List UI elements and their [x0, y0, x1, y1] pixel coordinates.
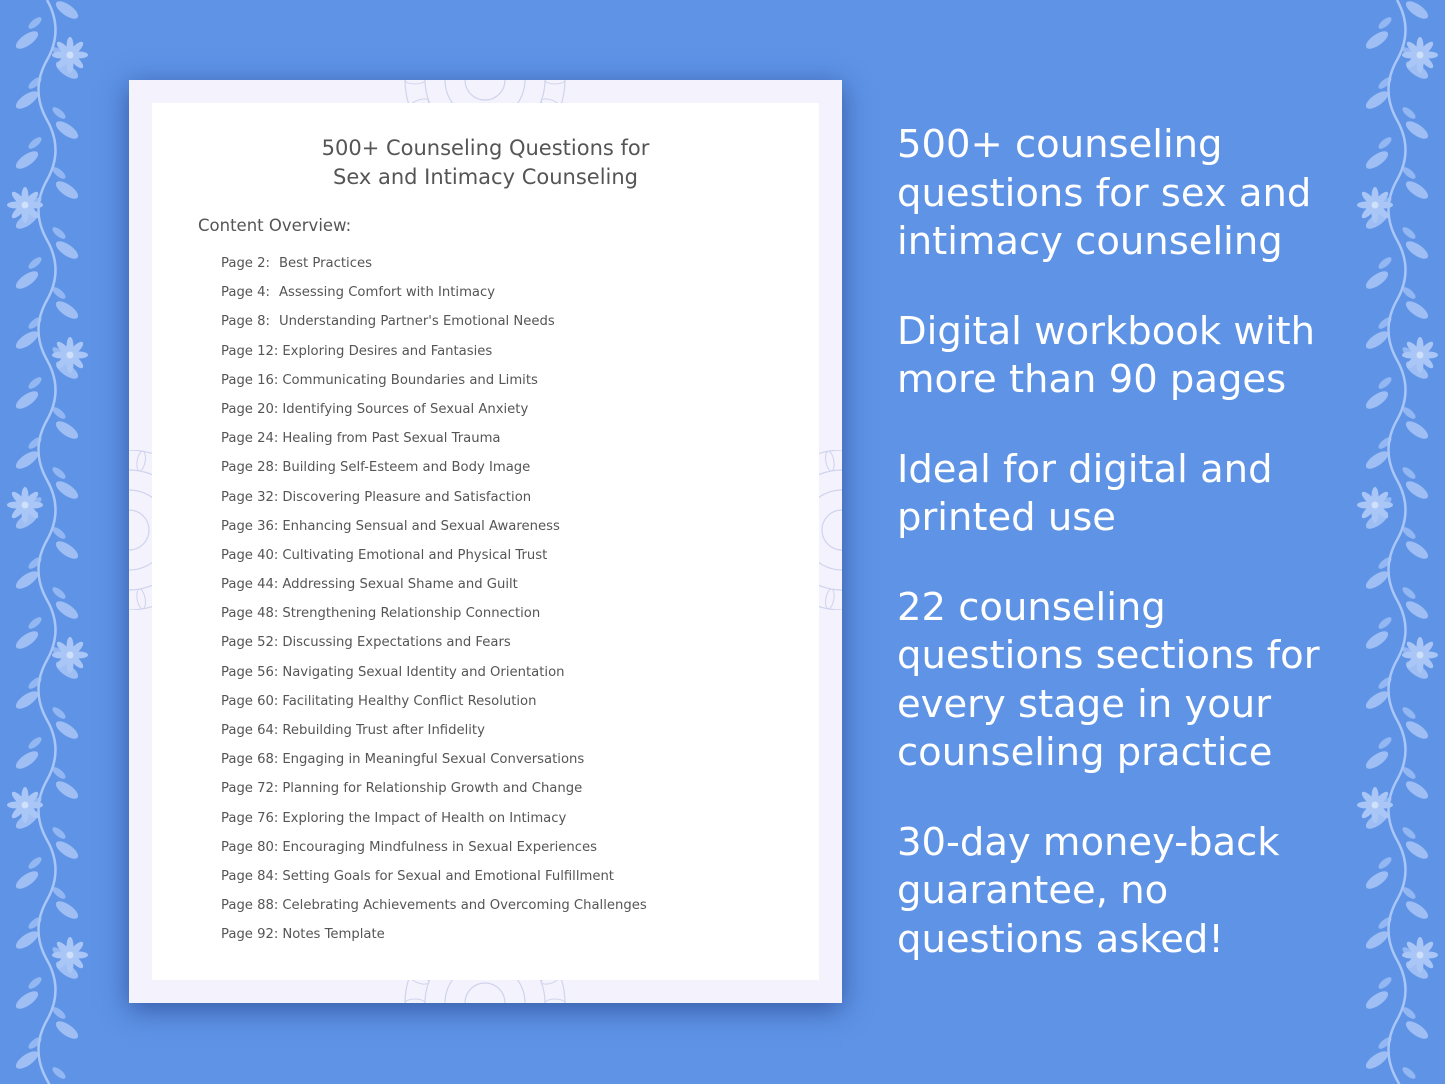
toc-section-title: Healing from Past Sexual Trauma [282, 431, 501, 447]
toc-entry [221, 341, 647, 370]
toc-section-title: Best Practices [279, 256, 372, 271]
workbook-page-preview [129, 80, 842, 1003]
toc-entry [221, 282, 647, 311]
table-of-contents [221, 253, 647, 954]
feature-line: intimacy counseling [897, 219, 1283, 264]
toc-page-number: Page 8: [221, 314, 270, 330]
toc-page-number: Page 20: [221, 401, 279, 417]
toc-section-title: Discovering Pleasure and Satisfaction [282, 489, 532, 505]
document-title-line-2: Sex and Intimacy Counseling [332, 165, 638, 189]
toc-section-title: Building Self-Esteem and Body Image [282, 460, 531, 476]
toc-page-number: Page 72: [221, 781, 279, 797]
feature-line: Digital workbook with [897, 308, 1316, 354]
page-content [152, 103, 819, 980]
toc-entry [221, 691, 647, 720]
feature-item-question-count [897, 121, 1417, 267]
feature-line: 30-day money-back [897, 819, 1280, 865]
toc-section-title: Assessing Comfort with Intimacy [279, 285, 496, 301]
toc-entry [221, 632, 647, 661]
toc-section-title: Enhancing Sensual and Sexual Awareness [282, 518, 560, 534]
feature-line: questions for sex and [897, 170, 1312, 216]
feature-item-page-count [897, 308, 1417, 405]
toc-entry [221, 662, 647, 691]
mandala-ornament-bottom [375, 979, 595, 1003]
toc-section-title: Notes Template [282, 927, 385, 943]
toc-entry [221, 253, 647, 282]
feature-line: every stage in your [897, 681, 1272, 727]
toc-page-number: Page 60: [221, 693, 279, 709]
toc-entry [221, 720, 647, 749]
mandala-ornament-left [129, 450, 153, 610]
mandala-ornament-top [375, 80, 595, 104]
toc-page-number: Page 84: [221, 868, 279, 884]
toc-section-title: Navigating Sexual Identity and Orientation [282, 664, 565, 680]
toc-entry [221, 457, 647, 486]
toc-page-number: Page 56: [221, 664, 279, 680]
toc-page-number: Page 40: [221, 547, 279, 563]
feature-line: questions asked! [897, 916, 1224, 962]
toc-section-title: Exploring Desires and Fantasies [282, 343, 493, 359]
feature-item-sections [897, 584, 1417, 778]
toc-page-number: Page 36: [221, 518, 279, 534]
toc-page-number: Page 80: [221, 839, 279, 855]
feature-line: more than 90 pages [897, 357, 1287, 402]
toc-section-title: Understanding Partner's Emotional Needs [279, 314, 555, 330]
document-title-line-1: 500+ Counseling Questions for [321, 136, 650, 160]
feature-line: questions sections for [897, 633, 1320, 678]
mandala-ornament-right [818, 450, 842, 610]
toc-page-number: Page 2: [221, 256, 270, 271]
toc-section-title: Cultivating Emotional and Physical Trust [282, 547, 548, 563]
toc-page-number: Page 88: [221, 898, 279, 914]
toc-section-title: Discussing Expectations and Fears [282, 635, 511, 651]
toc-page-number: Page 64: [221, 723, 279, 738]
toc-entry [221, 895, 647, 924]
toc-section-title: Encouraging Mindfulness in Sexual Experiences [282, 839, 597, 855]
content-overview-heading: Content Overview: [198, 216, 352, 235]
toc-section-title: Celebrating Achievements and Overcoming Challenges [282, 898, 647, 914]
toc-entry [221, 837, 647, 866]
toc-page-number: Page 24: [221, 431, 279, 447]
toc-entry [221, 808, 647, 837]
toc-entry [221, 866, 647, 895]
feature-line: 22 counseling [897, 584, 1166, 630]
toc-entry [221, 370, 647, 399]
toc-section-title: Facilitating Healthy Conflict Resolution [282, 693, 537, 709]
toc-entry [221, 778, 647, 807]
toc-page-number: Page 28: [221, 460, 279, 476]
toc-page-number: Page 44: [221, 577, 279, 593]
feature-item-guarantee [897, 819, 1417, 965]
toc-page-number: Page 32: [221, 489, 279, 505]
toc-page-number: Page 12: [221, 343, 279, 359]
toc-section-title: Rebuilding Trust after Infidelity [282, 723, 485, 738]
toc-entry [221, 574, 647, 603]
toc-page-number: Page 48: [221, 606, 279, 622]
toc-page-number: Page 92: [221, 927, 279, 943]
toc-entry [221, 311, 647, 340]
toc-entry [221, 516, 647, 545]
toc-entry [221, 428, 647, 457]
toc-page-number: Page 16: [221, 372, 279, 388]
toc-section-title: Exploring the Impact of Health on Intimacy [282, 810, 567, 826]
toc-entry [221, 603, 647, 632]
toc-section-title: Identifying Sources of Sexual Anxiety [282, 401, 529, 417]
toc-section-title: Planning for Relationship Growth and Change [282, 781, 583, 797]
feature-line: counseling practice [897, 730, 1273, 775]
feature-item-usage [897, 446, 1417, 543]
toc-entry [221, 487, 647, 516]
feature-list [897, 121, 1417, 1005]
feature-line: guarantee, no [897, 868, 1169, 913]
feature-line: Ideal for digital and [897, 446, 1273, 492]
floral-vine-left-decoration [0, 0, 95, 1084]
toc-page-number: Page 52: [221, 635, 279, 651]
toc-page-number: Page 68: [221, 752, 279, 768]
toc-section-title: Strengthening Relationship Connection [282, 606, 541, 622]
toc-section-title: Addressing Sexual Shame and Guilt [282, 577, 518, 593]
feature-line: 500+ counseling [897, 122, 1223, 167]
toc-section-title: Engaging in Meaningful Sexual Conversations [282, 752, 585, 768]
toc-entry [221, 545, 647, 574]
toc-section-title: Communicating Boundaries and Limits [282, 372, 538, 388]
toc-entry [221, 749, 647, 778]
toc-page-number: Page 4: [221, 285, 270, 301]
toc-entry [221, 924, 647, 953]
feature-line: printed use [897, 495, 1116, 540]
toc-section-title: Setting Goals for Sexual and Emotional Fulfillment [282, 868, 614, 884]
toc-entry [221, 399, 647, 428]
toc-page-number: Page 76: [221, 810, 279, 826]
